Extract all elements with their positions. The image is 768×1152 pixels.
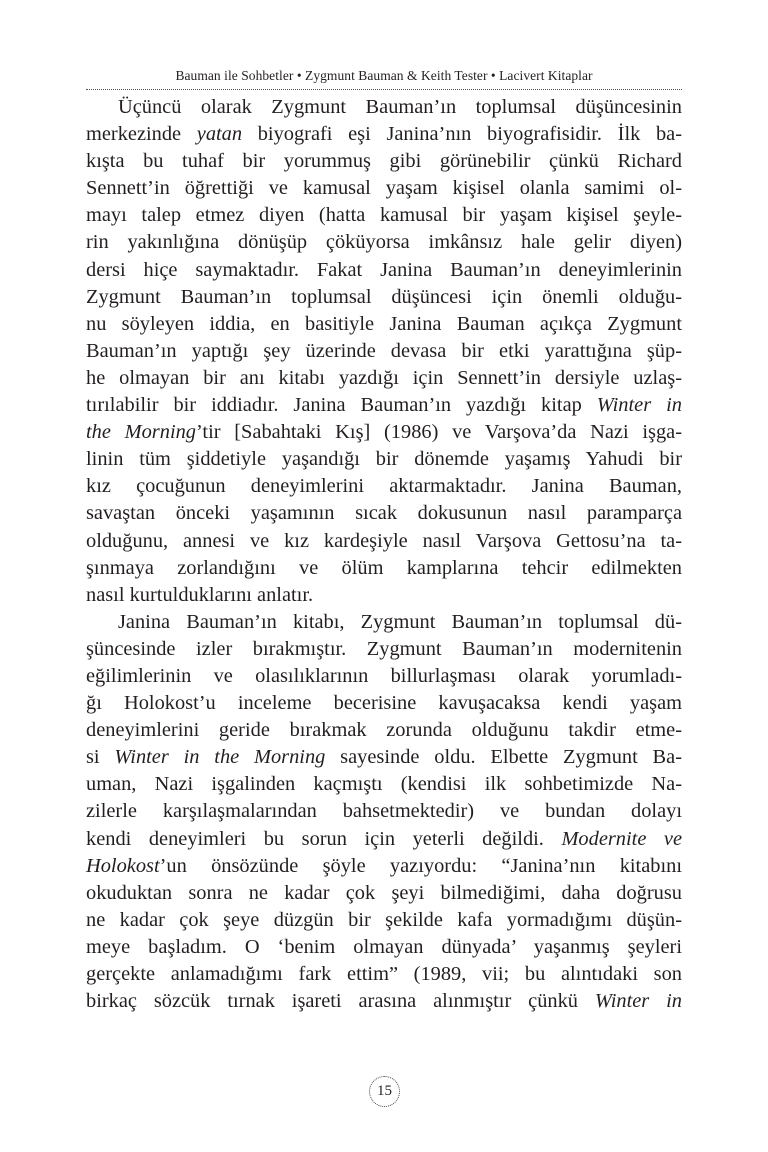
text-line: birkaç sözcük tırnak işareti arasına alınmıştır çünkü Winter in: [86, 990, 682, 1013]
text-line: zilerle karşılaşmalarından bahsetmektedir) ve bundan dolayı: [86, 800, 682, 823]
text-line: ne kadar çok şeye düzgün bir şekilde kafa yormadığımı düşün-: [86, 908, 682, 931]
text-line: eğilimlerinin ve olasılıklarının billurlaşması olarak yorumladı-: [86, 664, 682, 687]
text-line: nasıl kurtulduklarını anlatır.: [86, 583, 314, 606]
text-line: the Morning’tir [Sabahtaki Kış] (1986) ve Varşova’da Nazi işga-: [86, 421, 682, 444]
running-header: Bauman ile Sohbetler • Zygmunt Bauman & Keith Tester • Lacivert Kitaplar: [175, 68, 593, 83]
text-line: merkezinde yatan biyografi eşi Janina’nın biyografisidir. İlk ba-: [86, 123, 682, 146]
text-line: rin yakınlığına dönüşüp çöküyorsa imkânsız hale gelir diyen): [86, 231, 682, 254]
text-line: kendi deneyimleri bu sorun için yeterli değildi. Modernite ve: [86, 827, 682, 850]
text-line: Sennett’in öğrettiği ve kamusal yaşam kişisel olanla samimi ol-: [86, 177, 682, 200]
text-line: tırılabilir bir iddiadır. Janina Bauman’ın yazdığı kitap Winter in: [86, 394, 682, 417]
text-line: nu söyleyen iddia, en basitiyle Janina Bauman açıkça Zygmunt: [86, 312, 682, 335]
text-line: Bauman’ın yaptığı şey üzerinde devasa bir etki yarattığına şüp-: [86, 339, 682, 362]
text-line: Üçüncü olarak Zygmunt Bauman’ın toplumsal düşüncesinin: [118, 96, 682, 118]
text-line: olduğunu, annesi ve kız kardeşiyle nasıl Varşova Gettosu’na ta-: [86, 529, 682, 552]
text-line: Zygmunt Bauman’ın toplumsal düşüncesi için önemli olduğu-: [86, 285, 682, 308]
text-line: Holokost’un önsözünde şöyle yazıyordu: “Janina’nın kitabını: [86, 854, 682, 877]
text-line: kışta bu tuhaf bir yorummuş gibi görünebilir çünkü Richard: [86, 150, 682, 173]
text-line: dersi hiçe saymaktadır. Fakat Janina Bauman’ın deneyimlerinin: [86, 258, 682, 281]
text-line: si Winter in the Morning sayesinde oldu. Elbette Zygmunt Ba-: [86, 746, 683, 769]
paragraph: [86, 609, 682, 1015]
text-line: linin tüm şiddetiyle yaşandığı bir dönemde yaşamış Yahudi bir: [86, 448, 682, 471]
text-line: ğı Holokost’u inceleme becerisine kavuşacaksa kendi yaşam: [86, 692, 682, 715]
page-number: 15: [369, 1076, 400, 1107]
text-line: meye başladım. O ‘benim olmayan dünyada’ yaşanmış şeyleri: [86, 935, 682, 958]
header-divider: [86, 89, 682, 90]
text-line: şınmaya zorlandığını ve ölüm kamplarına tehcir edilmekten: [86, 556, 682, 579]
text-line: Janina Bauman’ın kitabı, Zygmunt Bauman’ın toplumsal dü-: [118, 610, 682, 633]
text-line: deneyimlerini geride bırakmak zorunda olduğunu takdir etme-: [86, 719, 682, 742]
paragraph: [86, 94, 682, 609]
text-line: uman, Nazi işgalinden kaçmıştı (kendisi ilk sohbetimizde Na-: [86, 773, 682, 796]
text-line: kız çocuğunun deneyimlerini aktarmaktadır. Janina Bauman,: [86, 475, 682, 498]
body-text: [86, 94, 682, 1015]
text-line: savaştan önceki yaşamının sıcak dokusunun nasıl paramparça: [86, 502, 682, 525]
text-line: he olmayan bir anı kitabı yazdığı için Sennett’in dersiyle uzlaş-: [86, 366, 682, 389]
text-line: gerçekte anlamadığımı fark ettim” (1989, vii; bu alıntıdaki son: [86, 963, 682, 985]
text-line: mayı talep etmez diyen (hatta kamusal bir yaşam kişisel şeyle-: [86, 204, 682, 227]
text-line: şüncesinde izler bırakmıştır. Zygmunt Bauman’ın modernitenin: [86, 637, 682, 660]
text-line: okuduktan sonra ne kadar çok şeyi bilmediğimi, daha doğrusu: [86, 881, 682, 904]
